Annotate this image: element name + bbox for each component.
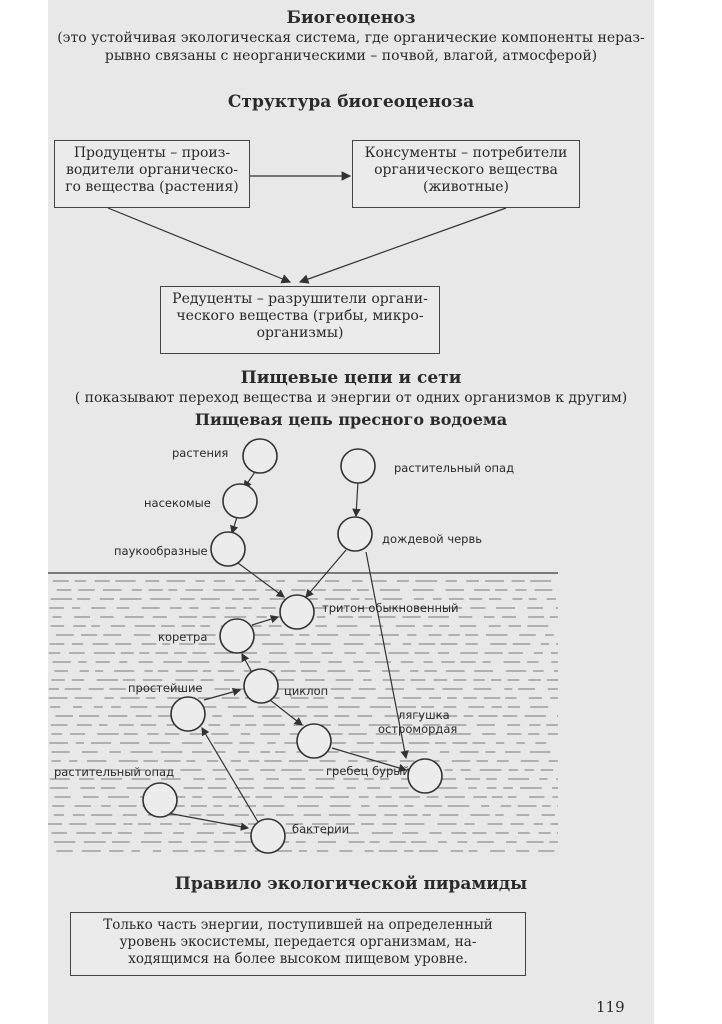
label-frog-line-1: лягушка xyxy=(398,708,450,722)
food-chains-subtitle: ( показывают переход вещества и энергии от одних организмов к другим) xyxy=(74,390,628,406)
food-chains-title: Пищевые цепи и сети xyxy=(240,368,462,388)
arrow-cyclops-boatman xyxy=(270,700,302,725)
consumers-line-3: (животные) xyxy=(423,179,509,195)
reducers-line-1: Редуценты – разрушители органи- xyxy=(172,291,428,307)
node-newt xyxy=(280,595,314,629)
rule-line-3: ходящимся на более высоком пищевом уровне. xyxy=(128,951,468,967)
arrow-koretra-newt xyxy=(252,617,278,625)
node-koretra xyxy=(220,619,254,653)
rule-line-2: уровень экосистемы, передается организмам, на- xyxy=(119,934,477,950)
node-bacteria xyxy=(251,819,285,853)
producers-line-3: го вещества (растения) xyxy=(65,179,239,195)
node-insects xyxy=(223,484,257,518)
node-cyclops xyxy=(244,669,278,703)
label-arachnids: паукообразные xyxy=(114,544,208,558)
food-web xyxy=(48,0,654,1024)
label-newt: тритон обыкновенный xyxy=(322,601,459,615)
arrow-earthworm-newt xyxy=(306,550,346,597)
label-koretra: коретра xyxy=(158,630,208,644)
consumers-line-2: органического вещества xyxy=(374,162,558,178)
reducers-line-3: организмы) xyxy=(256,325,344,341)
label-plant-litter-bottom: растительный опад xyxy=(54,765,175,779)
book-page xyxy=(48,0,654,1024)
food-chain-title: Пищевая цепь пресного водоема xyxy=(194,410,508,429)
node-water-boatman xyxy=(297,724,331,758)
label-bacteria: бактерии xyxy=(292,822,350,836)
structure-title: Структура биогеоценоза xyxy=(227,92,475,112)
node-plants xyxy=(243,439,277,473)
node-frog xyxy=(408,759,442,793)
label-earthworm: дождевой червь xyxy=(382,532,483,546)
producers-line-1: Продуценты – произ- xyxy=(73,145,231,161)
producers-line-2: водители органическо- xyxy=(66,162,238,178)
arrow-litter-bacteria xyxy=(162,812,248,828)
label-insects: насекомые xyxy=(144,496,211,510)
page-title: Биогеоценоз xyxy=(286,8,416,28)
label-plant-litter-top: растительный опад xyxy=(394,461,515,475)
node-plant-litter-top xyxy=(341,449,375,483)
label-protozoa: простейшие xyxy=(128,681,203,695)
node-arachnids xyxy=(211,532,245,566)
label-frog-line-2: остромордая xyxy=(378,722,458,736)
definition-line-1: (это устойчивая экологическая система, где органические компоненты нераз- xyxy=(57,30,645,46)
definition-line-2: рывно связаны с неорганическими – почвой, влагой, атмосферой) xyxy=(104,48,598,64)
page-number: 119 xyxy=(596,998,625,1016)
arrow-litter-earthworm xyxy=(356,481,358,516)
pyramid-rule-box xyxy=(70,912,526,976)
arrow-arachnids-newt xyxy=(238,563,284,597)
arrow-protozoa-cyclops xyxy=(204,690,240,700)
label-cyclops: циклоп xyxy=(284,684,329,698)
arrow-insects-arachnids xyxy=(232,517,237,533)
node-earthworm xyxy=(338,517,372,551)
consumers-line-1: Консументы – потребители xyxy=(364,145,568,161)
reducers-line-2: ческого вещества (грибы, микро- xyxy=(176,308,424,324)
pyramid-title: Правило экологической пирамиды xyxy=(174,874,528,894)
node-protozoa xyxy=(171,697,205,731)
rule-line-1: Только часть энергии, поступившей на определенный xyxy=(103,917,493,933)
label-water-boatman: гребец бурый xyxy=(326,764,410,778)
label-plants: растения xyxy=(172,446,229,460)
arrow-bacteria-protozoa xyxy=(202,728,258,822)
node-plant-litter-bottom xyxy=(143,783,177,817)
